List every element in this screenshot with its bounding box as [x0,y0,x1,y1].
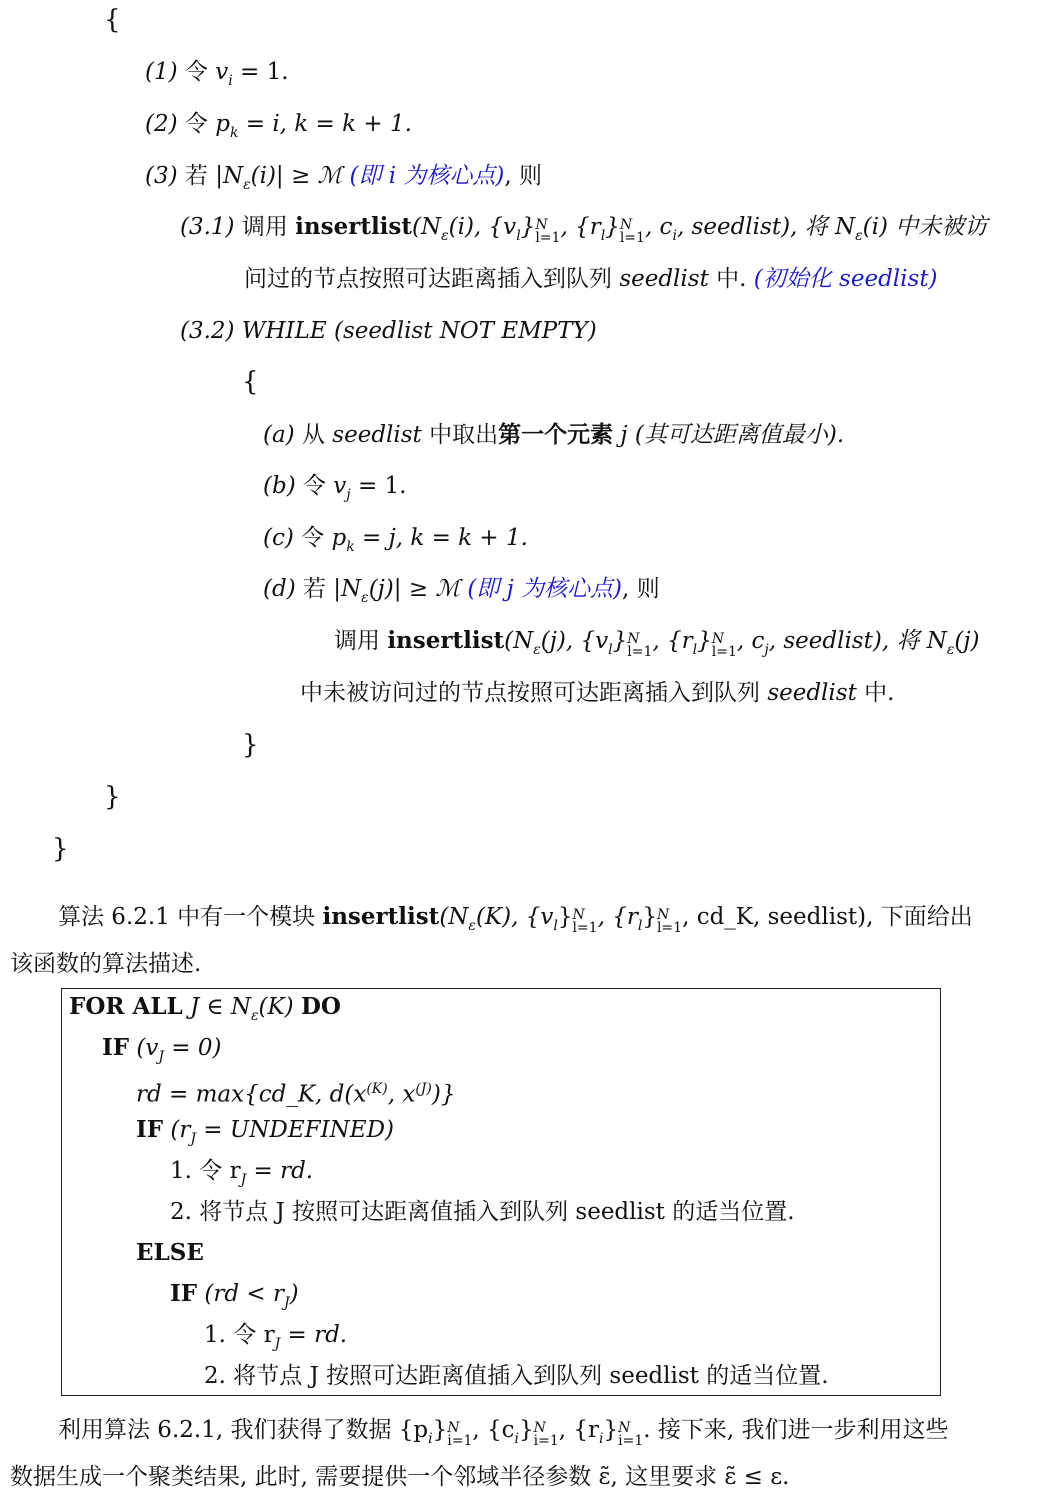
brace-open-outer: { [104,5,121,35]
core-point-note-j: (即 j 为核心点) [467,576,623,602]
insertlist-algorithm-box [61,988,941,1396]
step-3: (3) 若 $|N_\varepsilon(i)|$ ≥ ℳ (即 i 为核心点), 则 [145,163,543,193]
core-point-note: (即 i 为核心点) [349,163,505,189]
brace-close-inner: } [242,730,259,760]
insertlist-fn-d: insertlist [387,627,505,654]
step-3-1: (3.1) 调用 $insertlist(N_\varepsilon(i)$, $\{v_l\}$ N l=1 , $\{r_l\}$ N l=1 , $c_i$, seedlist), 将 $N_\varepsilon(i)$ 中未被访 [180,213,988,246]
box-line-if-v: IF $(v_J = 0)$ [102,1034,222,1065]
result-paragraph: 利用算法 6.2.1, 我们获得了数据 $\{p_i\}$ N i=1 , $\{c_i\}$ N i=1 , $\{r_i\}$ N i=1 . 接下来, 我们进一步利用这些 数据生成一个聚类结果, 此时, 需要提供一个邻域半径参数 ε̃, 这里要求 ε̃ ≤ ε. [10,1417,949,1490]
step-3-2: (3.2) WHILE (seedlist NOT EMPTY) [180,318,597,344]
step-2: (2) 令 $p_k = i$, k = k + 1. [145,111,412,141]
insertlist-fn: insertlist [295,213,412,240]
init-seedlist-note: (初始化 seedlist) [753,266,938,292]
step-3-1-line2: 问过的节点按照可达距离插入到队列 seedlist 中. (初始化 seedlist) [244,266,938,292]
box-line-rd: rd = max{cd_K, $d(x^{(K)}$, $x^{(J)}$)} [136,1081,456,1108]
first-element: 第一个元素 [498,421,614,448]
box-line-if-undefined: IF ($r_J$ = UNDEFINED) [136,1116,395,1147]
brace-open-inner: { [242,367,259,397]
box-line-set-r1: 1. 令 $r_J$ = rd. [170,1158,314,1188]
brace-close-mid: } [104,782,121,812]
intro-paragraph: 算法 6.2.1 中有一个模块 $insertlist(N_\varepsilon(K)$, $\{v_l\}$ N l=1 , $\{r_l\}$ N l=1 , cd_K, seedlist), 下面给出 该函数的算法描述. [10,903,973,977]
box-line-insert1: 2. 将节点 J 按照可达距离值插入到队列 seedlist 的适当位置. [170,1199,795,1225]
box-line-for: FOR ALL J ∈ $N_\varepsilon(K)$ DO [69,993,341,1024]
step-d-line2: 中未被访问过的节点按照可达距离插入到队列 seedlist 中. [300,680,895,706]
step-a: (a) 从 seedlist 中取出第一个元素 j (其可达距离值最小). [263,421,845,448]
step-b: (b) 令 $v_j = 1$. [263,473,407,503]
box-line-if-rd: IF $(rd < r_J)$ [170,1280,299,1311]
step-d-call: 调用 $insertlist(N_\varepsilon(j)$, $\{v_l\}$ N l=1 , $\{r_l\}$ N l=1 , $c_j$, seedlist), 将 $N_\varepsilon(j)$ [334,627,980,660]
step-c: (c) 令 $p_k = j$, k = k + 1. [263,525,528,555]
box-line-else: ELSE [136,1239,204,1266]
box-line-insert2: 2. 将节点 J 按照可达距离值插入到队列 seedlist 的适当位置. [204,1363,829,1389]
brace-close-outer: } [52,834,69,864]
step-1: (1) 令 $v_i = 1$. [145,59,289,89]
box-line-set-r2: 1. 令 $r_J$ = rd. [204,1322,348,1352]
step-d: (d) 若 $|N_\varepsilon(j)|$ ≥ ℳ (即 j 为核心点), 则 [263,576,660,606]
